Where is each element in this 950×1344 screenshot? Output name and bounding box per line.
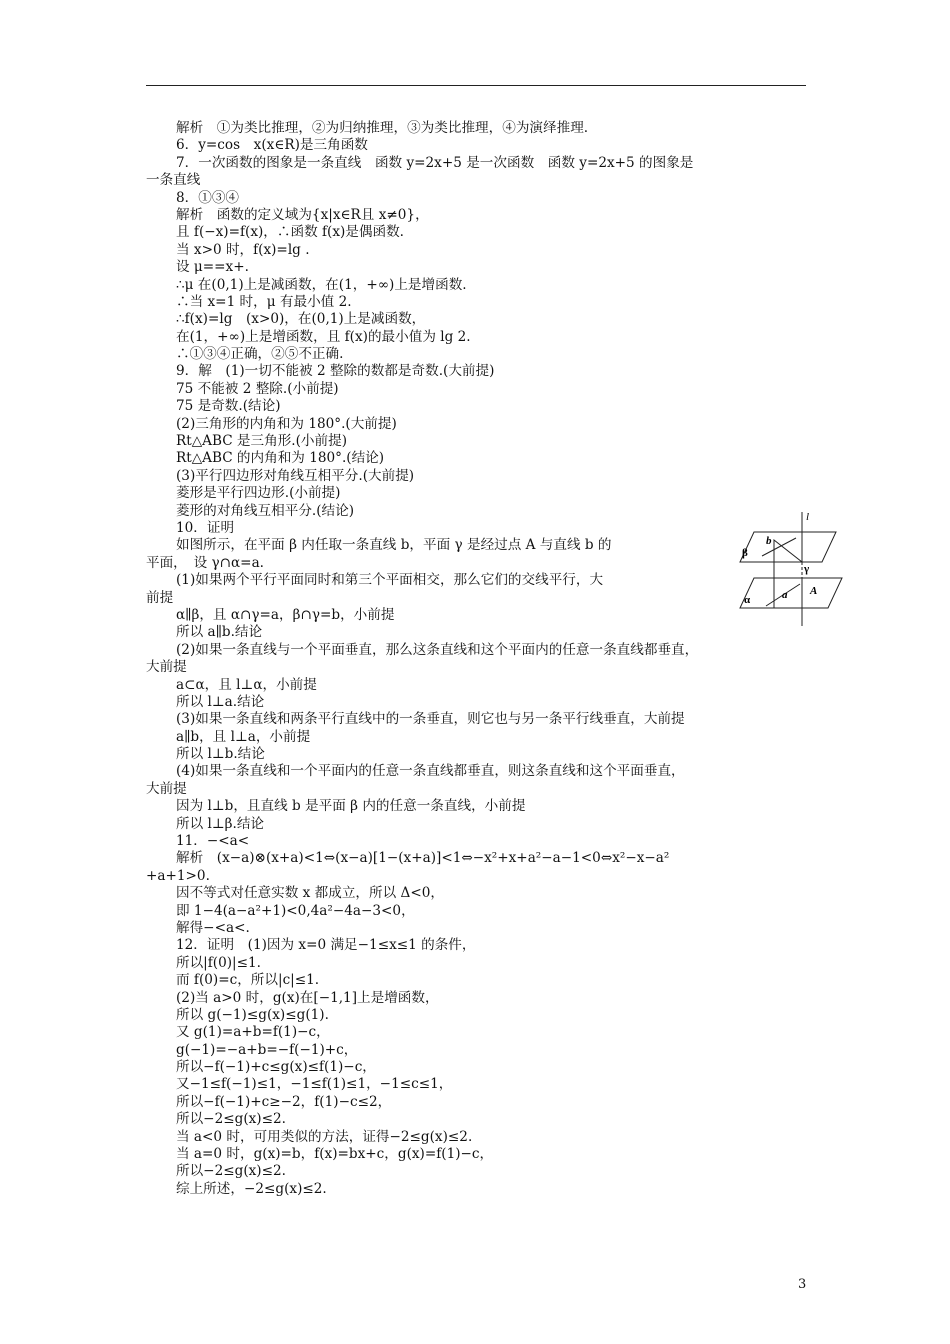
planes-figure xyxy=(732,510,844,630)
text-line: (2)当 a>0 时，g(x)在[−1,1]上是增函数， xyxy=(176,989,439,1006)
text-line: (2)三角形的内角和为 180°.(大前提) xyxy=(176,415,397,432)
label-a: a xyxy=(782,589,788,601)
text-line: 因不等式对任意实数 x 都成立，所以 Δ<0， xyxy=(176,885,444,902)
text-line: 而 f(0)=c，所以|c|≤1. xyxy=(176,972,320,989)
text-line: (4)如果一条直线和一个平面内的任意一条直线都垂直，则这条直线和这个平面垂直， xyxy=(176,763,685,780)
text-line: 所以 a∥b.结论 xyxy=(176,624,263,641)
text-line: (1)如果两个平行平面同时和第三个平面相交，那么它们的交线平行，大 xyxy=(176,572,604,589)
text-line: 菱形的对角线互相平分.(结论) xyxy=(176,502,355,519)
page-number: 3 xyxy=(798,1277,807,1292)
text-line: 所以 l⊥β.结论 xyxy=(176,815,265,832)
label-gamma: γ xyxy=(804,563,810,575)
label-b: b xyxy=(766,535,772,547)
text-line: 平面， 设 γ∩α=a. xyxy=(146,554,264,571)
text-line: 一条直线 xyxy=(146,172,201,189)
text-line: Rt△ABC 是三角形.(小前提) xyxy=(176,433,348,450)
text-line: 综上所述，−2≤g(x)≤2. xyxy=(176,1180,327,1197)
text-line: ∴μ 在(0,1)上是减函数，在(1，+∞)上是增函数. xyxy=(176,276,467,293)
text-line: 且 f(−x)=f(x)，∴函数 f(x)是偶函数. xyxy=(176,224,404,241)
label-A: A xyxy=(810,585,818,597)
text-line: 解析 (x−a)⊗(x+a)<1⇔(x−a)[1−(x+a)]<1⇔−x²+x+a²−a−1<0⇔x²−x−a² xyxy=(176,850,670,867)
text-line: 即 1−4(a−a²+1)<0,4a²−4a−3<0， xyxy=(176,902,415,919)
text-line: ∴f(x)=lg (x>0)，在(0,1)上是减函数， xyxy=(176,311,426,328)
text-line: 解得−<a<. xyxy=(176,919,250,936)
text-line: 75 不能被 2 整除.(小前提) xyxy=(176,380,339,397)
text-line: 在(1，+∞)上是增函数，且 f(x)的最小值为 lg 2. xyxy=(176,328,471,345)
text-line: 当 a=0 时，g(x)=b，f(x)=bx+c，g(x)=f(1)−c， xyxy=(176,1146,494,1163)
text-line: (3)如果一条直线和两条平行直线中的一条垂直，则它也与另一条平行线垂直，大前提 xyxy=(176,711,685,728)
text-line: ∴①③④正确，②⑤不正确. xyxy=(176,346,344,363)
text-line: 75 是奇数.(结论) xyxy=(176,398,281,415)
text-line: 8．①③④ xyxy=(176,189,240,206)
text-line: 所以 l⊥a.结论 xyxy=(176,693,265,710)
text-line: Rt△ABC 的内角和为 180°.(结论) xyxy=(176,450,385,467)
text-line: a⊂α，且 l⊥α，小前提 xyxy=(176,676,317,693)
text-line: (2)如果一条直线与一个平面垂直，那么这条直线和这个平面内的任意一条直线都垂直， xyxy=(176,641,699,658)
text-line: 如图所示，在平面 β 内任取一条直线 b，平面 γ 是经过点 A 与直线 b 的 xyxy=(176,537,612,554)
text-line: 12．证明 (1)因为 x=0 满足−1≤x≤1 的条件， xyxy=(176,937,476,954)
text-line: +a+1>0. xyxy=(146,867,210,884)
solution-text xyxy=(146,120,808,1198)
text-line: 大前提 xyxy=(146,780,187,797)
text-line: 所以−2≤g(x)≤2. xyxy=(176,1111,286,1128)
text-line: 所以−2≤g(x)≤2. xyxy=(176,1163,286,1180)
text-line: (3)平行四边形对角线互相平分.(大前提) xyxy=(176,467,415,484)
text-line: 10．证明 xyxy=(176,519,235,536)
text-line: 当 x>0 时，f(x)=lg . xyxy=(176,241,310,258)
text-line: g(−1)=−a+b=−f(−1)+c， xyxy=(176,1041,358,1058)
text-line: 7．一次函数的图象是一条直线 函数 y=2x+5 是一次函数 函数 y=2x+5 的图象是 xyxy=(176,154,694,171)
text-line: 又−1≤f(−1)≤1，−1≤f(1)≤1，−1≤c≤1， xyxy=(176,1076,453,1093)
text-line: 所以 l⊥b.结论 xyxy=(176,746,265,763)
text-line: a∥b，且 l⊥a，小前提 xyxy=(176,728,311,745)
plane-alpha xyxy=(740,578,842,608)
text-line: 大前提 xyxy=(146,659,187,676)
text-line: 菱形是平行四边形.(小前提) xyxy=(176,485,341,502)
text-line: 因为 l⊥b，且直线 b 是平面 β 内的任意一条直线，小前提 xyxy=(176,798,526,815)
text-line: 所以|f(0)|≤1. xyxy=(176,954,261,971)
text-line: α∥β，且 α∩γ=a，β∩γ=b，小前提 xyxy=(176,606,395,623)
header-rule xyxy=(146,85,806,86)
text-line: 解析 ①为类比推理，②为归纳推理，③为类比推理，④为演绎推理. xyxy=(176,120,589,136)
label-beta: β xyxy=(742,547,748,559)
plane-beta xyxy=(740,532,836,562)
text-line: 9．解 (1)一切不能被 2 整除的数都是奇数.(大前提) xyxy=(176,363,495,380)
text-line: 当 a<0 时，可用类似的方法，证得−2≤g(x)≤2. xyxy=(176,1128,473,1145)
text-line: 解析 函数的定义域为{x|x∈R且 x≠0}， xyxy=(176,206,429,223)
text-line: 所以 g(−1)≤g(x)≤g(1). xyxy=(176,1006,329,1023)
text-line: ∴当 x=1 时，μ 有最小值 2. xyxy=(176,293,352,310)
label-alpha: α xyxy=(744,594,751,606)
text-line: 11．−<a< xyxy=(176,833,250,850)
text-line: 6．y=cos x(x∈R)是三角函数 xyxy=(176,137,368,154)
text-line: 前提 xyxy=(146,589,174,606)
text-line: 又 g(1)=a+b=f(1)−c， xyxy=(176,1024,330,1041)
text-line: 所以−f(−1)+c≥−2，f(1)−c≤2， xyxy=(176,1093,392,1110)
text-line: 设 μ==x+. xyxy=(176,259,249,276)
label-l: l xyxy=(806,511,810,523)
text-line: 所以−f(−1)+c≤g(x)≤f(1)−c， xyxy=(176,1059,376,1076)
